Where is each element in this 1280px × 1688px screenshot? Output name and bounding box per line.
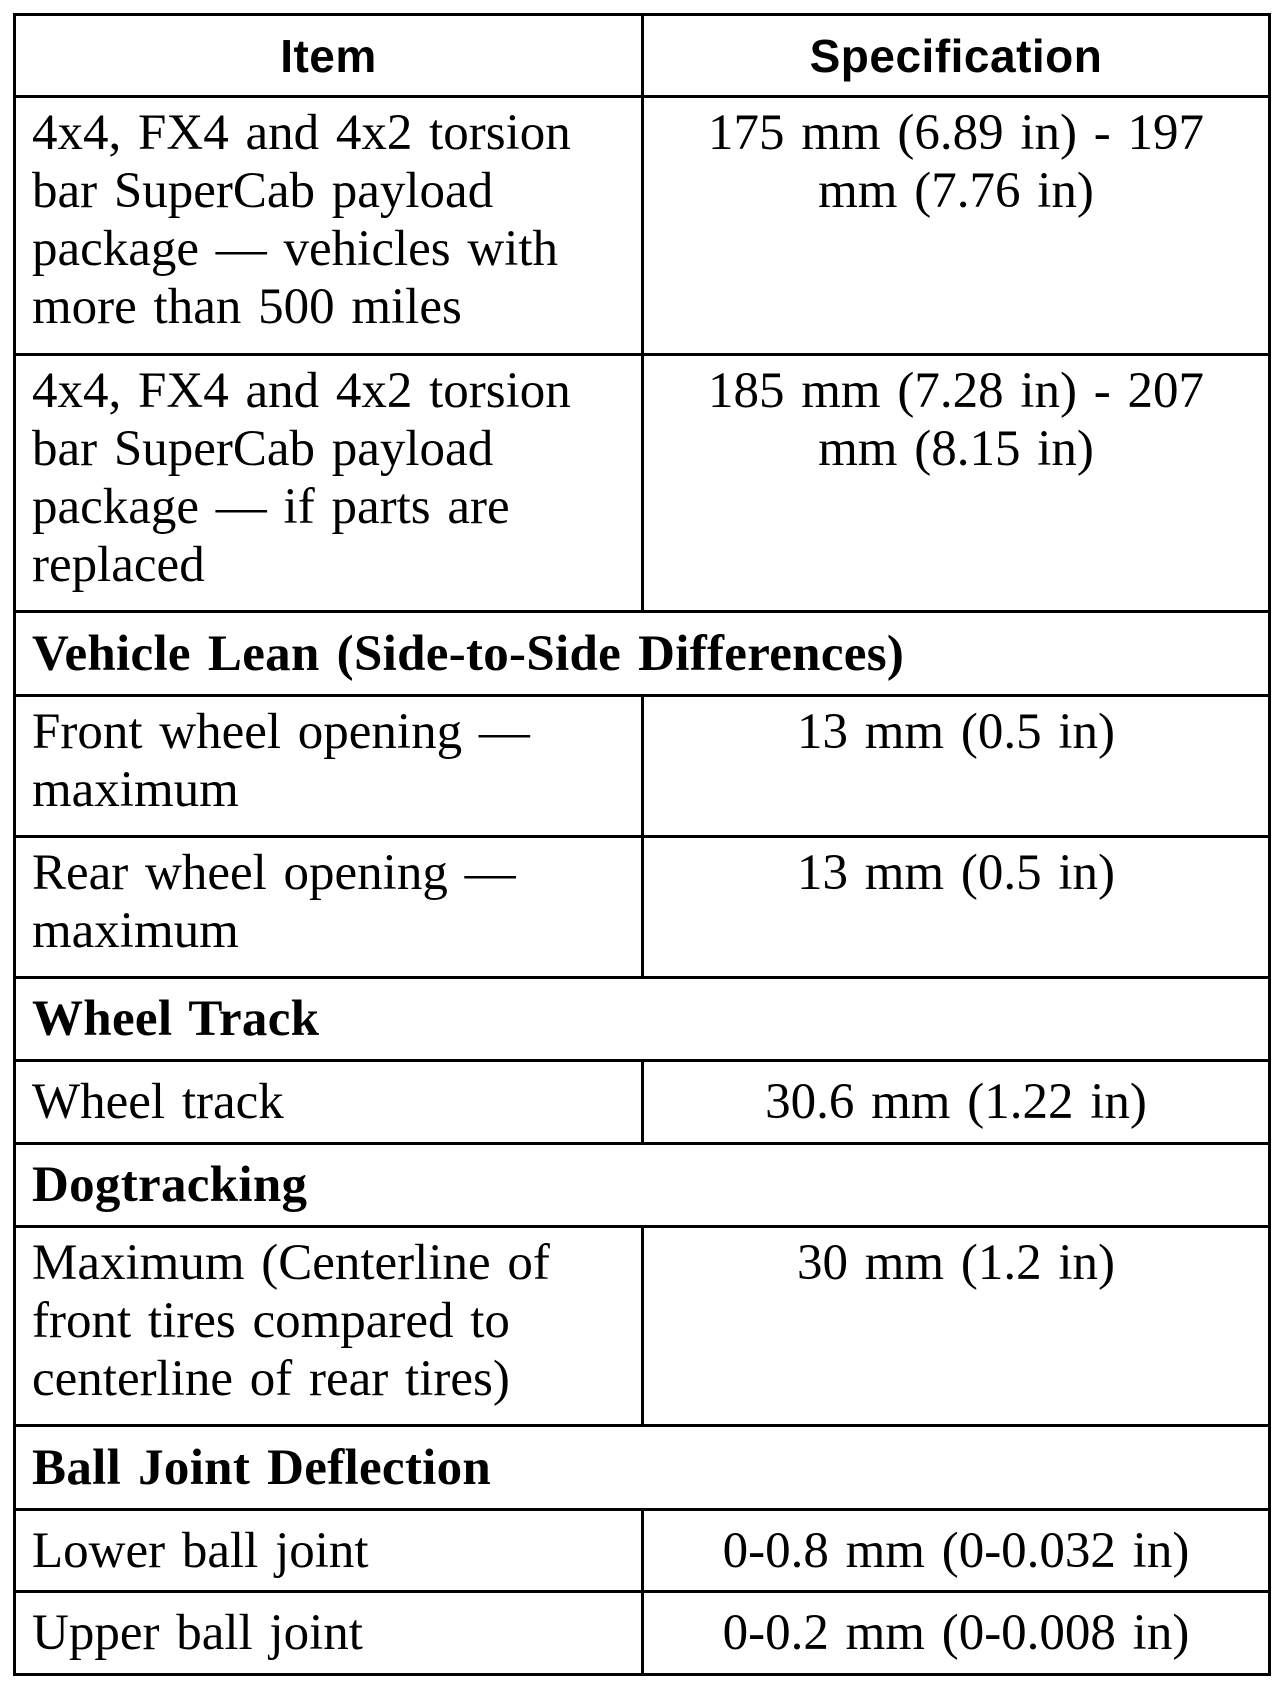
item-cell: Lower ball joint (15, 1509, 643, 1592)
item-cell: 4x4, FX4 and 4x2 torsion bar SuperCab payload package — vehicles with more than 500 miles (15, 97, 643, 355)
item-cell: Rear wheel opening — maximum (15, 836, 643, 977)
section-heading: Dogtracking (15, 1143, 1270, 1227)
item-cell: Maximum (Centerline of front tires compared to centerline of rear tires) (15, 1227, 643, 1426)
spec-cell: 13 mm (0.5 in) (643, 695, 1270, 836)
spec-cell: 13 mm (0.5 in) (643, 836, 1270, 977)
table-row (15, 97, 1270, 355)
table-row (15, 1509, 1270, 1592)
item-cell: 4x4, FX4 and 4x2 torsion bar SuperCab payload package — if parts are replaced (15, 354, 643, 612)
spec-cell: 30 mm (1.2 in) (643, 1227, 1270, 1426)
section-row-ball-joint (15, 1426, 1270, 1510)
item-cell: Front wheel opening — maximum (15, 695, 643, 836)
specification-table (13, 13, 1271, 1676)
section-heading: Wheel Track (15, 977, 1270, 1061)
table-row (15, 695, 1270, 836)
spec-cell: 175 mm (6.89 in) - 197 mm (7.76 in) (643, 97, 1270, 355)
header-specification: Specification (643, 15, 1270, 97)
table-header-row (15, 15, 1270, 97)
section-row-vehicle-lean (15, 612, 1270, 696)
header-item: Item (15, 15, 643, 97)
spec-cell: 185 mm (7.28 in) - 207 mm (8.15 in) (643, 354, 1270, 612)
table-row (15, 1227, 1270, 1426)
item-cell: Upper ball joint (15, 1592, 643, 1675)
table-row (15, 1061, 1270, 1144)
spec-cell: 0-0.2 mm (0-0.008 in) (643, 1592, 1270, 1675)
section-row-dogtracking (15, 1143, 1270, 1227)
section-heading: Vehicle Lean (Side-to-Side Differences) (15, 612, 1270, 696)
table-row (15, 1592, 1270, 1675)
spec-cell: 30.6 mm (1.22 in) (643, 1061, 1270, 1144)
table-row (15, 836, 1270, 977)
spec-cell: 0-0.8 mm (0-0.032 in) (643, 1509, 1270, 1592)
item-cell: Wheel track (15, 1061, 643, 1144)
section-heading: Ball Joint Deflection (15, 1426, 1270, 1510)
table-row (15, 354, 1270, 612)
section-row-wheel-track (15, 977, 1270, 1061)
